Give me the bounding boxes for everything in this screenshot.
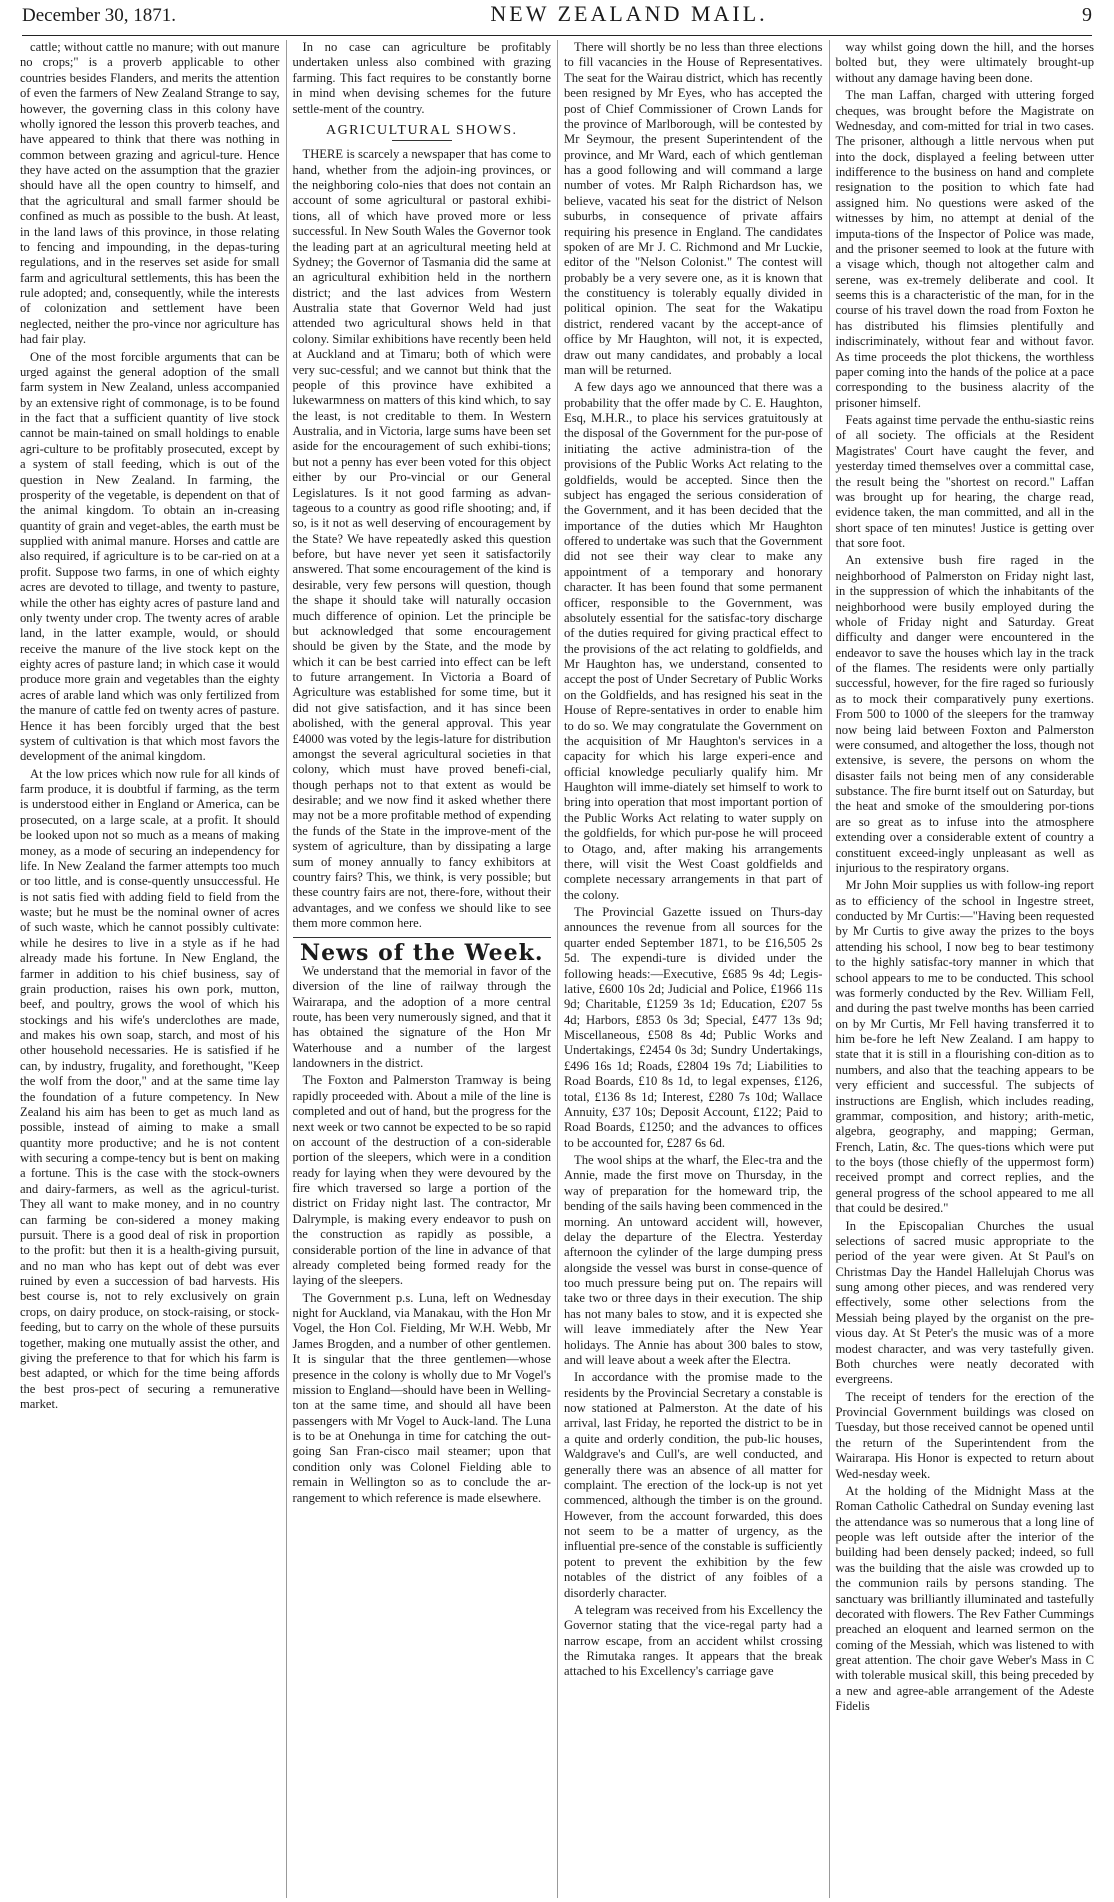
- section-heading: AGRICULTURAL SHOWS.: [325, 122, 518, 138]
- issue-date: December 30, 1871.: [22, 5, 177, 26]
- article-columns: [14, 40, 1100, 1898]
- article-paragraph: The receipt of tenders for the erection of the Provincial Government buildings was closed on Tuesday, but those received cannot be opened until the return of the Superintendent from the Wairarapa. His Honor is expected to return about Wed-nesday week.: [835, 1389, 1094, 1481]
- newspaper-title: NEW ZEALAND MAIL.: [490, 1, 768, 26]
- column-1: [14, 40, 286, 1898]
- column-4: [829, 40, 1101, 1898]
- section-divider: [293, 937, 552, 938]
- article-paragraph: At the low prices which now rule for all kinds of farm produce, it is doubtful if farming, as the term is understood either in England or America, can be prosecuted, on a large scale, at a profit. It should be looked upon not so much as a means of making money, as a mode of securing an independency for life. In New Zealand the farmer attempts too much or too little, and is conse-quently unsuccessful. He is not satis fied with adding field to field from the waste; but he must be the nominal owner of acres of such waste, which he cannot possibly cultivate: while he desires to live in a style as if he had already made his fortune. In New England, the farmer in addition to his chief business, say of grain production, raises his own pork, mutton, beef, and poultry, grows the wool of which his stockings and his wife's underclothes are made, and makes his own soap, starch, and most of his other household necessaries. He is satisfied if he can, by industry, frugality, and forethought, "Keep the wolf from the door," and at the same time lay the foundation of a future competency. In New Zealand his aim has been to get as much land as possible, instead of aiming to make a small quantity more productive; and he is not content with securing a compe-tency but is bent on making a fortune. This is the case with the stock-owners and dairy-farmers, as well as the agricul-turist. They all want to make money, and in no country can farming be con-sidered a money making pursuit. There is a good deal of risk in proportion to the profit: but then it is a health-giving pursuit, and no man who has kept out of debt was ever ruined by even a succession of bad harvests. His best course is, not to rely exclusively on grain crops, on dairy produce, on stock-raising, or stock-feeding, but to carry on the whole of these pursuits together, making one mutually assist the other, and giving the preference to that for which his farm is best adapted, or which for the time being affords the best pros-pect of securing a remunerative market.: [20, 766, 280, 1411]
- page-number: 9: [1082, 4, 1092, 26]
- article-paragraph: In no case can agriculture be profitably undertaken unless also combined with grazing farming. This fact requires to be constantly borne in mind when devising schemes for the future settle-ment of the country.: [292, 40, 551, 116]
- article-paragraph: A few days ago we announced that there was a probability that the offer made by C. E. Haughton, Esq, M.H.R., to place his services gratuitously at the disposal of the Government for the pur-pose of initiating the active administra-tion of the provisions of the Public Works Act relating to the goldfields, would be accepted. Since then the subject has engaged the serious consideration of the Government, and it has been decided that the importance of the duties which Mr Haughton offered to undertake was such that the Government did not see their way clear to make any appointment of a temporary and honorary character. It has been found that some permanent officer, responsible to the Government, was absolutely essential for the satisfac-tory discharge of the duties required for giving practical effect to the provisions of the act relating to goldfields, and Mr Haughton has, we understand, consented to accept the post of Under Secretary of Public Works on the Goldfields, and has resigned his seat in the House of Repre-sentatives in order to enable him to do so. We may congratulate the Government on the acquisition of Mr Haughton's services in a capacity for which his large experi-ence and official knowledge peculiarly qualify him. Mr Haughton will imme-diately set himself to work to bring into operation that most important portion of the Public Works Act relating to water supply on the goldfields, for which pur-pose he will proceed to Otago, and, after making his arrangements there, will visit the West Coast goldfields and complete necessary arrangements in that part of the colony.: [564, 380, 823, 902]
- article-paragraph: We understand that the memorial in favor of the diversion of the line of railway through the Wairarapa, and the adoption of a more central route, has been very numerously signed, and that it has obtained the signature of the Hon Mr Waterhouse and a number of the largest landowners in the district.: [292, 963, 551, 1070]
- article-paragraph: There will shortly be no less than three elections to fill vacancies in the House of Representatives. The seat for the Wairau district, which has recently been resigned by Mr Eyes, who has accepted the post of Chief Commissioner of Crown Lands for the province of Marlborough, will be contested by Mr Seymour, the present Superintendent of the province, and Mr Ward, each of which gentleman has a good following and will command a large number of votes. Mr Ralph Richardson has, we believe, vacated his seat for the district of Nelson suburbs, in consequence of private affairs requiring his presence in England. The candidates spoken of are Mr J. C. Richmond and Mr Luckie, editor of the "Nelson Colonist." The contest will probably be a very severe one, as it is known that the constituency is tolerably equally divided in political opinion. The seat for the Wakatipu district, rendered vacant by the accept-ance of office by Mr Haughton, will not, it is expected, draw out many candidates, and probably a local man will be returned.: [564, 40, 823, 377]
- article-paragraph: A telegram was received from his Excellency the Governor stating that the vice-regal party had a narrow escape, from an accident whilst crossing the Rimutaka ranges. It appears that the break attached to his Excellency's carriage gave: [564, 1602, 823, 1679]
- article-paragraph: The Government p.s. Luna, left on Wednesday night for Auckland, via Manakau, with the Hon Mr Vogel, the Hon Col. Fielding, Mr W.H. Webb, Mr James Brogden, and a number of other gentlemen. It is singular that the three gentlemen—whose presence in the colony is wholly due to Mr Vogel's mission to England—should have been in Welling-ton at the same time, and should all have been passengers with Mr Vogel to Auck-land. The Luna is to be at Onehunga in time for catching the out-going San Fran-cisco mail steamer; upon that condition only was Colonel Fielding able to remain in Wellington so as to conclude the ar-rangement to which reference is made elsewhere.: [292, 1290, 551, 1505]
- article-paragraph: One of the most forcible arguments that can be urged against the general adoption of the small farm system in New Zealand, unless accompanied by an extensive right of commonage, is to be found in the fact that a sufficient quantity of live stock cannot be main-tained on small holdings to enable agri-culture to be profitably prosecuted, except by a system of stall feeding, which is out of the question in New Zealand. In farming, the prosperity of the vegetable, is dependent on that of the animal kingdom. To obtain an in-creasing quantity of grain and veget-ables, the earth must be supplied with animal manure. Horses and cattle are also required, if agriculture is to be car-ried on at a profit. Suppose two farms, in one of which eighty acres are devoted to tillage, and twenty to pasture, while the other has eighty acres of pasture land and only twenty under crop. The twenty acres of arable land, in the latter example, would, or should receive the manure of the live stock kept on the eighty acres of pasture land; in which case it would produce more grain and vegetables than the eighty acres of arable land which was only fertilized from the manure of cattle fed on twenty acres of pasture. Hence it has been forcibly urged that the best system of cultivation is that which most favors the development of the animal kingdom.: [20, 349, 280, 764]
- heading-rule: [392, 140, 452, 141]
- article-paragraph: The wool ships at the wharf, the Elec-tra and the Annie, made the first move on Thursday, in the way of preparation for the homeward trip, the bending of the sails having been commenced in the morning. An untoward accident will, however, delay the departure of the Electra. Yesterday afternoon the cylinder of the large dumping press alongside the vessel was burst in conse-quence of too much pressure being put on. The repairs will take two or three days in their execution. The ship has not many bales to stow, and it is expected she will leave immediately after the New Year holidays. The Annie has about 300 bales to stow, and will leave about a week after the Electra.: [564, 1153, 823, 1367]
- article-paragraph: Mr John Moir supplies us with follow-ing report as to efficiency of the school in Ingestre street, conducted by Mr Curtis:—"Having been requested by Mr Curtis to give away the prizes to the boys attending his school, I now beg to bear testimony to the highly satisfac-tory manner in which that school appears to me to be conducted. This school was formerly conducted by the Rev. William Fell, and during the past twelve months has been carried on by Mr Curtis, Mr Fell having transferred it to him be-fore he left New Zealand. I am happy to state that it is still in a flourishing con-dition as to numbers, and also that the teaching appears to be very efficient and successful. The subjects of instructions are English, which includes reading, grammar, composition, and history; arith-metic, algebra, geography, and mapping; German, French, Latin, &c. The ques-tions which were put to the boys (those chiefly of the uppermost form) received prompt and correct replies, and the general progress of the school appeared to me all that could be desired.": [835, 878, 1094, 1216]
- column-3: [557, 40, 829, 1898]
- article-paragraph: An extensive bush fire raged in the neighborhood of Palmerston on Friday night last, in the suppression of which the inhabitants of the neighborhood were busily employed during the whole of Friday night and Saturday. Great difficulty and danger were encountered in the endeavor to save the houses which lay in the track of the flames. The residents were only partially successful, however, for the fire raged so furiously as to mock their comparatively puny exertions. From 500 to 1000 of the sleepers for the tramway now being laid between Foxton and Palmerston were consumed, and altogether the loss, though not extensive, is severe, the persons on whom the disaster fails not being men of any considerable substance. The fire burnt itself out on Saturday, but the heat and smoke of the smouldering por-tions are so great as to infuse into the atmosphere extending over a considerable extent of country a constituent exceed-ingly unpleasant as well as injurious to the respiratory organs.: [835, 553, 1094, 875]
- article-paragraph: way whilst going down the hill, and the horses bolted but, they were ultimately brought-up without any damage having been done.: [835, 40, 1094, 85]
- article-paragraph: cattle; without cattle no manure; with out manure no crops;" is a proverb applicable to other countries besides Flanders, and merits the attention of even the farmers of New Zealand Strange to say, however, the governing class in this colony have wholly ignored the lesson this proverb teaches, and have appeared to think that there was nothing in common between grazing and agricul-ture. Hence they have acted on the assumption that the grazier should have all the open country to himself, and that the agricultural and small farmer should be confined as much as possible to the bush. At least, in the land laws of this province, in those relating to fencing and impounding, in the depas-turing regulations, and in the reserves set aside for small farm and agricultural settlements, this has been the rule adopted; and, consequently, while the interests of colonization and settlement have been neglected, neither the pro-vince nor agriculture has had fair play.: [20, 40, 280, 347]
- article-paragraph: In the Episcopalian Churches the usual selections of sacred music appropriate to the period of the year were given. At St Paul's on Christmas Day the Handel Hallelujah Chorus was sung among other pieces, and was rendered very effectively, some other selections from the Messiah being played by the organist on the pre-vious day. At St Peter's the music was of a more modest character, and was very tastefully given. Both churches were neatly decorated with evergreens.: [835, 1218, 1094, 1387]
- article-paragraph: THERE is scarcely a newspaper that has come to hand, whether from the adjoin-ing provinces, or the neighboring colo-nies that does not contain an account of some agricultural or pastoral exhibi-tions, all of which have proved more or less successful. In New South Wales the Governor took the leading part at an agricultural meeting held at Sydney; the Governor of Tasmania did the same at an agricultural exhibition held in the northern district; and the last advices from Western Australia state that Governor Weld had just attended two agricultural shows held in that colony. Similar exhibitions have recently been held at Auckland and at Timaru; both of which were very suc-cessful; and we cannot but think that the people of this province have exhibited a lukewarmness on matters of this kind which, to say the least, is not creditable to them. In Western Australia, and in Victoria, large sums have been set aside for the encouragement of such exhibi-tions; but not a penny has ever been voted for this object either by our Pro-vincial or our General Legislatures. Is it not good farming as advan-tageous to a country as good rifle shooting; and, if so, is it not as well deserving of encouragement by the State? We have repeatedly asked this question before, but have never yet seen it satisfactorily answered. That some encouragement of the kind is desirable, very few persons will question, though the shape it should take will naturally occasion much difference of opinion. Let the principle be but acknowledged that some encouragement should be given by the State, and the mode by which it can be best carried into effect can be left to future arrangement. In Victoria a Board of Agriculture was established for some time, but it did not give satisfaction, and it has since been abolished, with the general approval. This year £4000 was voted by the legis-lature for distribution amongst the several agricultural societies in that colony, which must have proved benefi-cial, though perhaps not to that extent as would be desirable; and we now find it asked whether there may not be a more profitable method of expending the funds of the State in the improve-ment of the system of agriculture, than by dissipating a large sum of money annually to fancy exhibitors at country fairs? This, we think, is very possible; but these country fairs are not, there-fore, without their advantages, and we confess we should like to see them more common here.: [292, 147, 551, 930]
- article-paragraph: The Foxton and Palmerston Tramway is being rapidly proceeded with. About a mile of the line is completed and out of hand, but the progress for the next week or two cannot be expected to be so rapid on account of the destruction of a con-siderable portion of the sleepers, which were in a condition ready for laying when they were devoured by the fire which traversed so large a portion of the district on Friday night last. The contractor, Mr Dalrymple, is making every endeavor to push on the construction as rapidly as possible, a considerable portion of the line in advance of that already completed being formed ready for the laying of the sleepers.: [292, 1073, 551, 1288]
- article-paragraph: The Provincial Gazette issued on Thurs-day announces the revenue from all sources for the quarter ended September 1871, to be £16,505 2s 5d. The expendi-ture is divided under the following heads:—Executive, £685 9s 4d; Legis-lative, £600 10s 2d; Judicial and Police, £1966 11s 9d; Charitable, £1259 3s 1d; Education, £207 5s 4d; Harbors, £853 0s 3d; Special, £477 13s 9d; Miscellaneous, £508 8s 4d; Public Works and Undertakings, £2454 0s 3d; Sundry Undertakings, £496 16s 1d; Roads, £2804 19s 7d; Liabilities to Road Boards, £10 8s 1d, to legal expenses, £126, total, £136 8s 1d; Interest, £280 7s 10d; Wallace Annuity, £37 10s; Deposit Account, £122; Paid to Road Boards, £1250; and the advances to offices to be accounted for, £287 6s 6d.: [564, 905, 823, 1150]
- article-paragraph: In accordance with the promise made to the residents by the Provincial Secretary a constable is now stationed at Palmerston. At the date of his arrival, last Friday, he reported the district to be in a quite and orderly condition, the pub-lic houses, Waldgrave's and Cull's, are well conducted, and generally there was an absence of all matter for complaint. The erection of the lock-up is not yet commenced, although the timber is on the ground. However, from the account forwarded, this does not seem to be a matter of urgency, as the influential pre-sence of the constable is sufficiently potent to prevent the exhibition by the few notables of the district of any foibles of a disorderly character.: [564, 1370, 823, 1600]
- article-paragraph: Feats against time pervade the enthu-siastic reins of all society. The officials at the Resident Magistrates' Court have caught the fever, and yesterday timed themselves over a committal case, the result being the "shortest on record." Laffan was brought up for hearing, the charge read, evidence taken, the man committed, and all in the short space of ten minutes! Justice is getting over that sore foot.: [835, 413, 1094, 550]
- article-paragraph: The man Laffan, charged with uttering forged cheques, was brought before the Magistrate on Wednesday, and com-mitted for trial in two cases. The prisoner, although a little nervous when put into the dock, displayed a feeling between utter indifference to the business on hand and complete resignation to the position to which fate had assigned him. No questions were asked of the witnesses by him, no attempt at denial of the imputa-tions of the Inspector of Police was made, and the prisoner seemed to look at the future with a visage which, though not altogether calm and serene, was ex-tremely deliberate and cool. It seems this is a characteristic of the man, for in the course of his travel down the road from Foxton he has distributed his flimsies plentifully and indiscriminately, without fear and without favor. As time proceeds the plot thickens, the worthless paper coming into the hands of the police at a pace corresponding to the business alacrity of the prisoner himself.: [835, 88, 1094, 410]
- news-of-the-week-heading: News of the Week.: [299, 940, 544, 967]
- column-2: [286, 40, 558, 1898]
- article-paragraph: At the holding of the Midnight Mass at the Roman Catholic Cathedral on Sunday evening last the attendance was so numerous that a long line of people was left outside after the interior of the building had been densely packed; indeed, so full was the building that the aisle was crowded up to the communion rails by persons standing. The sanctuary was brilliantly illuminated and tastefully decorated with flowers. The Rev Father Cummings preached an eloquent and learned sermon on the coming of the Messiah, which was listened to with great attention. The choir gave Weber's Mass in C with tolerable musical skill, this being preceded by a new and agree-able arrangement of the Adeste Fidelis: [835, 1483, 1094, 1714]
- masthead: [22, 0, 1092, 36]
